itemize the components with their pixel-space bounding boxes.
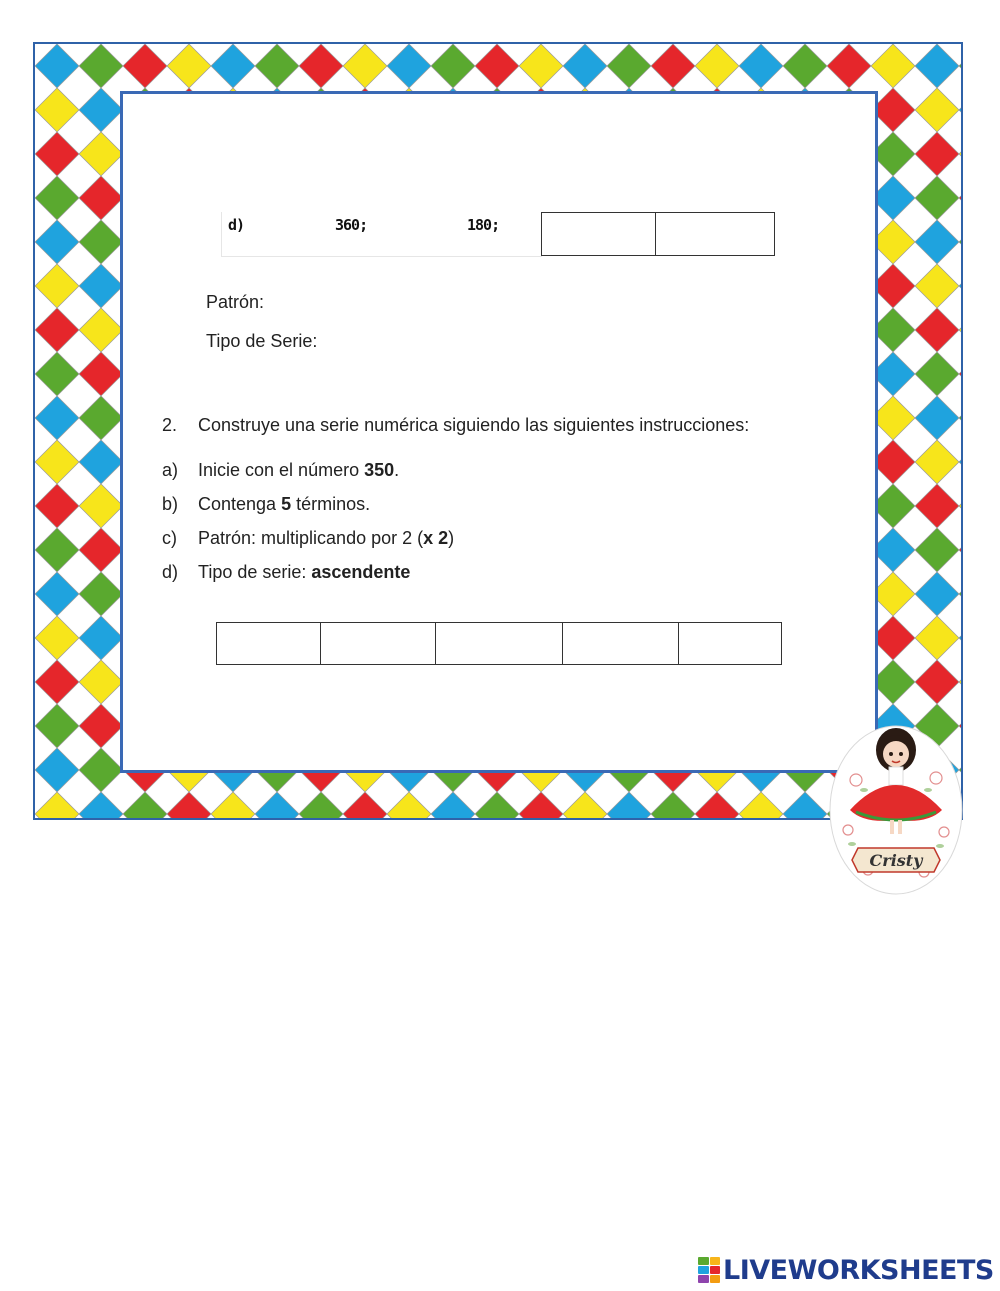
liveworksheets-logo (698, 1254, 994, 1286)
answer-box-term-4[interactable] (562, 622, 679, 665)
instruction-marker: b) (162, 494, 179, 514)
instruction-item: Tipo de serie: ascendente (198, 562, 411, 582)
question-2-text: Construye una serie numérica siguiendo las siguientes instrucciones: (198, 415, 750, 435)
series-term-2: 180; (467, 216, 500, 234)
answer-box-series-2[interactable] (655, 212, 775, 256)
patron-label: Patrón: (206, 292, 265, 312)
tipo-serie-label: Tipo de Serie: (206, 331, 318, 351)
instruction-marker: c) (162, 528, 177, 548)
instruction-item: Contenga 5 términos. (198, 494, 371, 514)
answer-box-series-1[interactable] (541, 212, 656, 256)
badge-name: Cristy (869, 851, 923, 870)
question-2-number: 2. (162, 415, 178, 435)
instruction-marker: a) (162, 460, 179, 480)
answer-box-term-3[interactable] (435, 622, 563, 665)
answer-box-term-1[interactable] (216, 622, 321, 665)
answer-box-term-2[interactable] (320, 622, 436, 665)
brand-text: LIVEWORKSHEETS (723, 1254, 994, 1286)
liveworksheets-icon (698, 1257, 720, 1283)
instruction-item: Inicie con el número 350. (198, 460, 400, 480)
answer-box-term-5[interactable] (678, 622, 782, 665)
series-label: d) (228, 216, 245, 234)
instruction-item: Patrón: multiplicando por 2 (x 2) (198, 528, 455, 548)
cristy-badge (828, 720, 964, 896)
instruction-marker: d) (162, 562, 179, 582)
series-term-1: 360; (335, 216, 368, 234)
series-row (221, 212, 542, 257)
